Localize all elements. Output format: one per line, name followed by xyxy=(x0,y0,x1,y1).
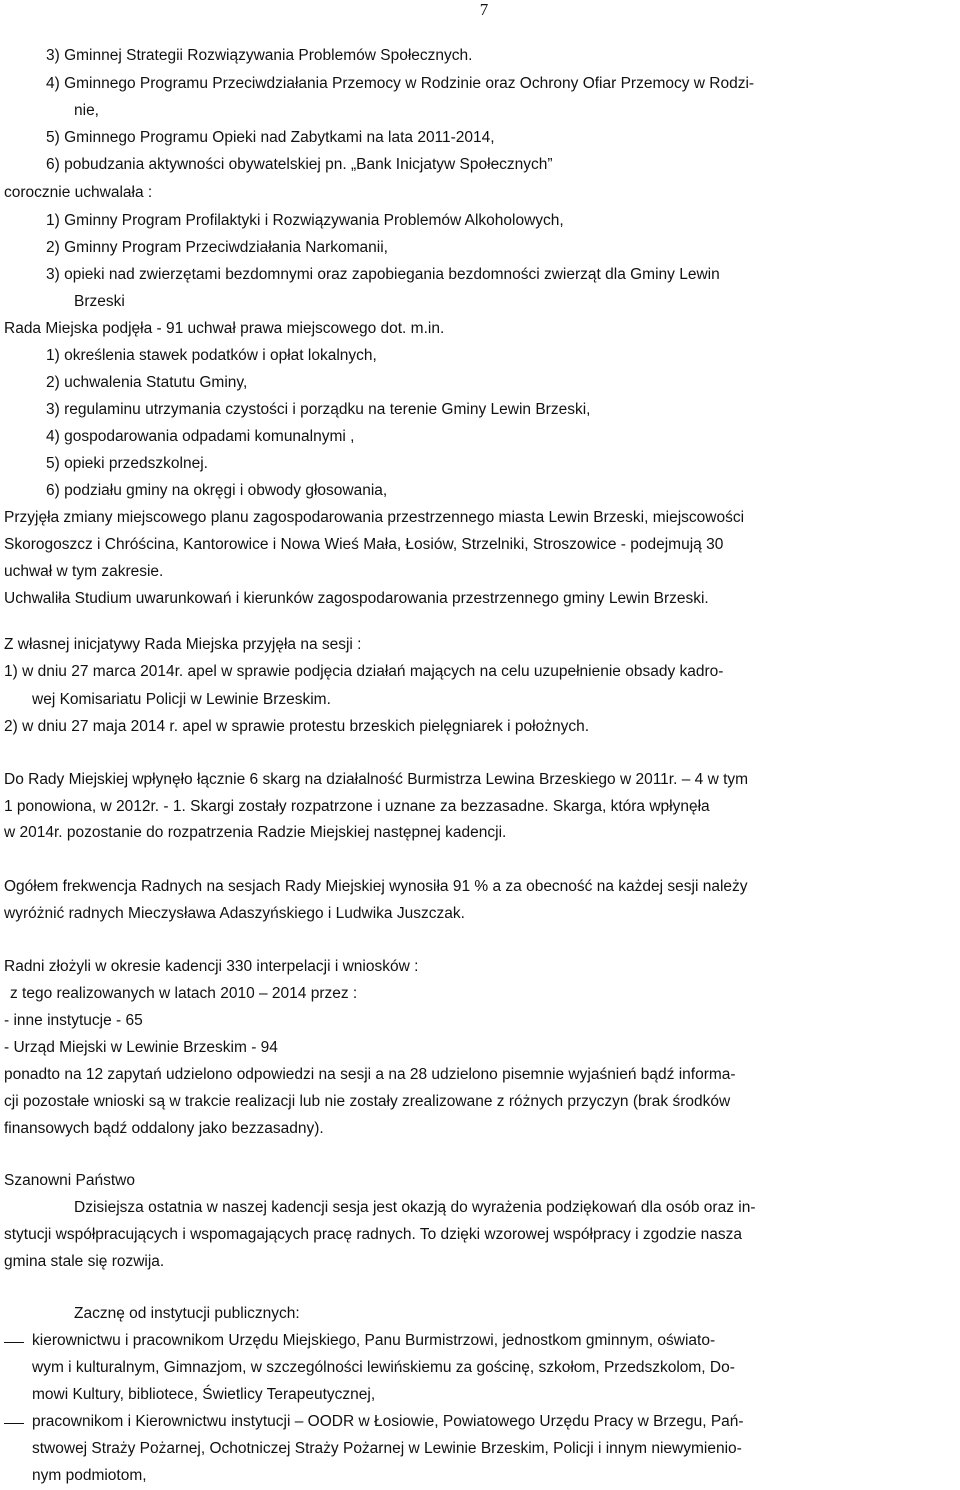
text-line: finansowych bądź oddalony jako bezzasadny). xyxy=(4,1120,324,1137)
text-line: z tego realizowanych w latach 2010 – 2014 przez : xyxy=(10,985,358,1002)
text-line: 1) Gminny Program Profilaktyki i Rozwiązywania Problemów Alkoholowych, xyxy=(46,212,564,229)
text-line: Do Rady Miejskiej wpłynęło łącznie 6 skarg na działalność Burmistrza Lewina Brzeskiego w 2011r. – 4 w tym xyxy=(4,771,749,788)
text-line: 5) Gminnego Programu Opieki nad Zabytkami na lata 2011-2014, xyxy=(46,129,495,146)
text-line: wym i kulturalnym, Gimnazjom, w szczególności lewińskiemu za gościnę, szkołom, Przedszkolom, Do- xyxy=(32,1359,735,1376)
text-line: stwowej Straży Pożarnej, Ochotniczej Straży Pożarnej w Lewinie Brzeskim, Policji i innym niewymienio- xyxy=(32,1440,742,1457)
text-line: Szanowni Państwo xyxy=(4,1172,135,1189)
text-line: 4) gospodarowania odpadami komunalnymi , xyxy=(46,428,355,445)
list-dash xyxy=(4,1423,24,1424)
text-line: Radni złożyli w okresie kadencji 330 interpelacji i wniosków : xyxy=(4,958,419,975)
text-line: 1 ponowiona, w 2012r. - 1. Skargi zostały rozpatrzone i uznane za bezzasadne. Skarga, która wpłynęła xyxy=(4,798,710,815)
text-line: kierownictwu i pracownikom Urzędu Miejskiego, Panu Burmistrzowi, jednostkom gminnym, oświato- xyxy=(32,1332,716,1349)
text-line: mowi Kultury, bibliotece, Świetlicy Terapeutycznej, xyxy=(32,1386,376,1403)
text-line: gmina stale się rozwija. xyxy=(4,1253,165,1270)
text-line: Rada Miejska podjęła - 91 uchwał prawa miejscowego dot. m.in. xyxy=(4,320,445,337)
text-line: 2) w dniu 27 maja 2014 r. apel w sprawie protestu brzeskich pielęgniarek i położnych. xyxy=(4,718,590,735)
text-line: w 2014r. pozostanie do rozpatrzenia Radzie Miejskiej następnej kadencji. xyxy=(4,824,507,841)
text-line: pracownikom i Kierownictwu instytucji – OODR w Łosiowie, Powiatowego Urzędu Pracy w Brzegu, Pań- xyxy=(32,1413,744,1430)
text-line: Przyjęła zmiany miejscowego planu zagospodarowania przestrzennego miasta Lewin Brzeski, miejscowości xyxy=(4,509,745,526)
text-line: nym podmiotom, xyxy=(32,1467,147,1484)
text-line: wej Komisariatu Policji w Lewinie Brzeskim. xyxy=(32,691,331,708)
text-line: wyróżnić radnych Mieczysława Adaszyńskiego i Ludwika Juszczak. xyxy=(4,905,465,922)
text-line: Zacznę od instytucji publicznych: xyxy=(74,1305,300,1322)
text-line: stytucji współpracujących i wspomagających pracę radnych. To dzięki wzorowej współpracy i zgodzie nasza xyxy=(4,1226,743,1243)
text-line: 6) pobudzania aktywności obywatelskiej pn. „Bank Inicjatyw Społecznych” xyxy=(46,156,553,173)
list-dash xyxy=(4,1342,24,1343)
text-line: - Urząd Miejski w Lewinie Brzeskim - 94 xyxy=(4,1039,278,1056)
text-line: 3) regulaminu utrzymania czystości i porządku na terenie Gminy Lewin Brzeski, xyxy=(46,401,591,418)
text-line: 1) określenia stawek podatków i opłat lokalnych, xyxy=(46,347,377,364)
text-line: - inne instytucje - 65 xyxy=(4,1012,143,1029)
text-line: 4) Gminnego Programu Przeciwdziałania Przemocy w Rodzinie oraz Ochrony Ofiar Przemocy w Rodzi- xyxy=(46,75,755,92)
text-line: 2) uchwalenia Statutu Gminy, xyxy=(46,374,248,391)
text-line: Uchwaliła Studium uwarunkowań i kierunków zagospodarowania przestrzennego gminy Lewin Brzeski. xyxy=(4,590,709,607)
text-line: ponadto na 12 zapytań udzielono odpowiedzi na sesji a na 28 udzielono pisemnie wyjaśnień bądź informa- xyxy=(4,1066,736,1083)
page-number: 7 xyxy=(479,0,489,19)
text-line: 5) opieki przedszkolnej. xyxy=(46,455,208,472)
text-line: corocznie uchwalała : xyxy=(4,184,153,201)
text-line: Ogółem frekwencja Radnych na sesjach Rady Miejskiej wynosiła 91 % a za obecność na każdej sesji należy xyxy=(4,878,748,895)
text-line: Brzeski xyxy=(74,293,125,310)
text-line: 2) Gminny Program Przeciwdziałania Narkomanii, xyxy=(46,239,388,256)
text-line: 3) Gminnej Strategii Rozwiązywania Problemów Społecznych. xyxy=(46,47,473,64)
text-line: Z własnej inicjatywy Rada Miejska przyjęła na sesji : xyxy=(4,636,362,653)
text-line: Skorogoszcz i Chróścina, Kantorowice i Nowa Wieś Mała, Łosiów, Strzelniki, Stroszowice - podejmują 30 xyxy=(4,536,724,553)
text-line: 3) opieki nad zwierzętami bezdomnymi oraz zapobiegania bezdomności zwierząt dla Gminy Lewin xyxy=(46,266,720,283)
text-line: 6) podziału gminy na okręgi i obwody głosowania, xyxy=(46,482,388,499)
text-line: Dzisiejsza ostatnia w naszej kadencji sesja jest okazją do wyrażenia podziękowań dla osób oraz in- xyxy=(74,1199,756,1216)
text-line: uchwał w tym zakresie. xyxy=(4,563,164,580)
text-line: nie, xyxy=(74,102,99,119)
text-line: cji pozostałe wnioski są w trakcie realizacji lub nie zostały zrealizowane z różnych przyczyn (brak środków xyxy=(4,1093,731,1110)
text-line: 1) w dniu 27 marca 2014r. apel w sprawie podjęcia działań mających na celu uzupełnienie obsady kadro- xyxy=(4,663,724,680)
